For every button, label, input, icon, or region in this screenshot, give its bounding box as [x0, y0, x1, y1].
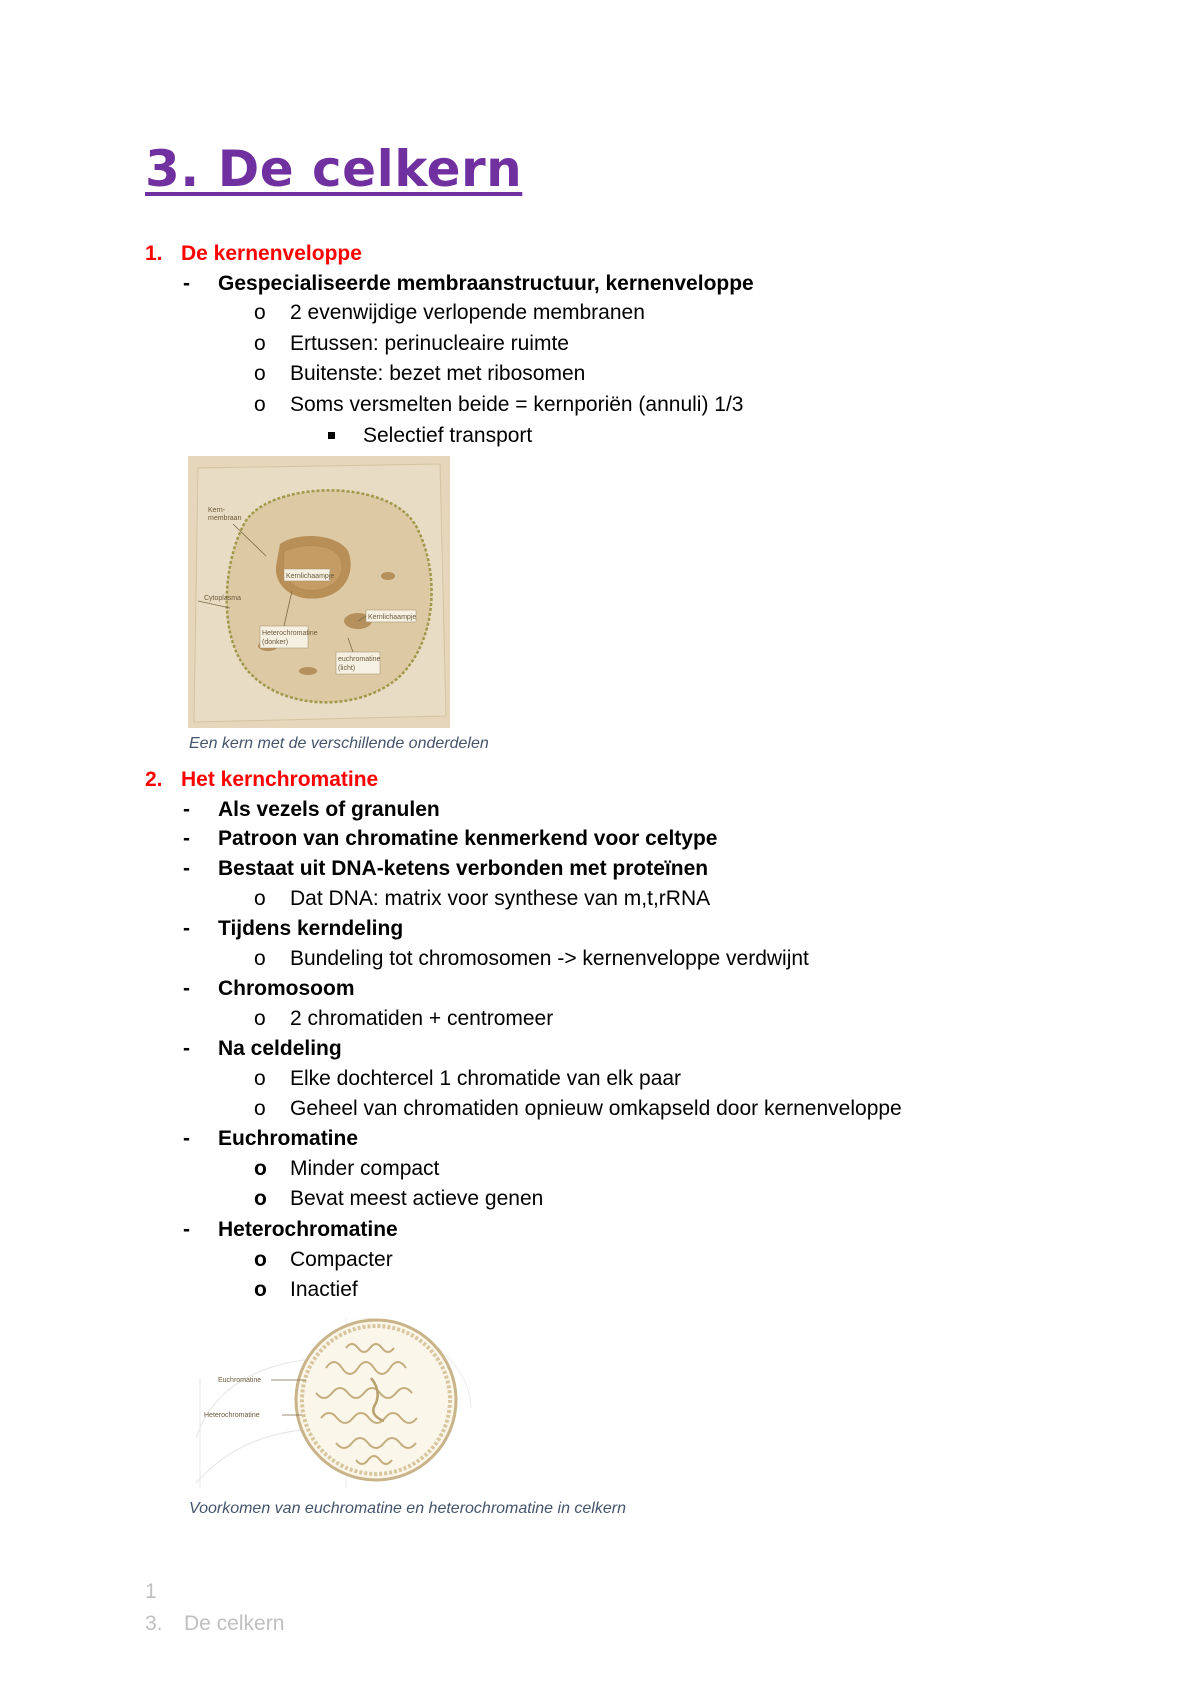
page-number: 1 — [145, 1580, 157, 1603]
dash-bullet: - — [183, 857, 190, 880]
list-item: Euchromatine — [218, 1127, 359, 1150]
nucleus-diagram — [188, 456, 450, 728]
dash-bullet: - — [183, 272, 190, 295]
page-title: 3. De celkern — [145, 140, 523, 198]
list-subitem: Buitenste: bezet met ribosomen — [290, 362, 586, 385]
circle-bullet: o — [254, 332, 266, 355]
circle-bullet: o — [254, 301, 266, 324]
footer-chapter-title: De celkern — [184, 1612, 285, 1635]
figure-label: membraan — [208, 515, 242, 522]
section-2-heading: Het kernchromatine — [181, 768, 379, 791]
circle-bullet: o — [254, 1067, 266, 1090]
list-subitem: Ertussen: perinucleaire ruimte — [290, 332, 569, 355]
list-item: Patroon van chromatine kenmerkend voor celtype — [218, 827, 718, 850]
list-subitem: 2 chromatiden + centromeer — [290, 1007, 554, 1030]
circle-bullet: o — [254, 362, 266, 385]
circle-bullet: o — [254, 393, 266, 416]
section-1-heading: De kernenveloppe — [181, 242, 362, 265]
list-item: Tijdens kerndeling — [218, 917, 404, 940]
list-item: Na celdeling — [218, 1037, 342, 1060]
list-item: Heterochromatine — [218, 1218, 398, 1241]
list-subitem: Minder compact — [290, 1157, 440, 1180]
list-subitem: Dat DNA: matrix voor synthese van m,t,rRNA — [290, 887, 711, 910]
section-2-number: 2. — [145, 768, 163, 791]
figure-label: Kernlichaampje — [368, 614, 417, 621]
figure-caption: Voorkomen van euchromatine en heterochromatine in celkern — [189, 1500, 626, 1517]
list-item: Gespecialiseerde membraanstructuur, kernenveloppe — [218, 272, 754, 295]
figure-label: (donker) — [262, 639, 289, 646]
list-subitem: Bevat meest actieve genen — [290, 1187, 544, 1210]
list-subitem: Elke dochtercel 1 chromatide van elk paar — [290, 1067, 682, 1090]
section-1-number: 1. — [145, 242, 163, 265]
circle-bullet: o — [254, 1157, 267, 1180]
footer-chapter-number: 3. — [145, 1612, 163, 1635]
list-subitem: Inactief — [290, 1278, 358, 1301]
dash-bullet: - — [183, 977, 190, 1000]
dash-bullet: - — [183, 1127, 190, 1150]
list-subitem: 2 evenwijdige verlopende membranen — [290, 301, 645, 324]
circle-bullet: o — [254, 1187, 267, 1210]
list-subsubitem: Selectief transport — [363, 424, 533, 447]
circle-bullet: o — [254, 887, 266, 910]
list-item: Bestaat uit DNA-ketens verbonden met proteïnen — [218, 857, 709, 880]
figure-caption: Een kern met de verschillende onderdelen — [189, 735, 489, 752]
list-subitem: Geheel van chromatiden opnieuw omkapseld door kernenveloppe — [290, 1097, 902, 1120]
chromatin-diagram — [196, 1318, 476, 1488]
circle-bullet: o — [254, 1248, 267, 1271]
figure-label: Kernlichaampje — [286, 573, 335, 580]
list-subitem: Bundeling tot chromosomen -> kernenveloppe verdwijnt — [290, 947, 809, 970]
square-bullet — [328, 432, 335, 439]
figure-label: euchromatine — [338, 656, 381, 663]
dash-bullet: - — [183, 917, 190, 940]
figure-label: Heterochromatine — [262, 630, 318, 637]
dash-bullet: - — [183, 1218, 190, 1241]
dash-bullet: - — [183, 827, 190, 850]
figure-label: Cytoplasma — [204, 595, 241, 602]
figure-label: Euchromatine — [218, 1377, 262, 1384]
list-item: Chromosoom — [218, 977, 355, 1000]
dash-bullet: - — [183, 1037, 190, 1060]
figure-label: (licht) — [338, 665, 356, 672]
figure-label: Kern- — [208, 507, 226, 514]
circle-bullet: o — [254, 1097, 266, 1120]
circle-bullet: o — [254, 1007, 266, 1030]
list-subitem: Compacter — [290, 1248, 393, 1271]
list-subitem: Soms versmelten beide = kernporiën (annuli) 1/3 — [290, 393, 744, 416]
circle-bullet: o — [254, 947, 266, 970]
figure-label: Heterochromatine — [204, 1412, 260, 1419]
circle-bullet: o — [254, 1278, 267, 1301]
dash-bullet: - — [183, 798, 190, 821]
list-item: Als vezels of granulen — [218, 798, 440, 821]
